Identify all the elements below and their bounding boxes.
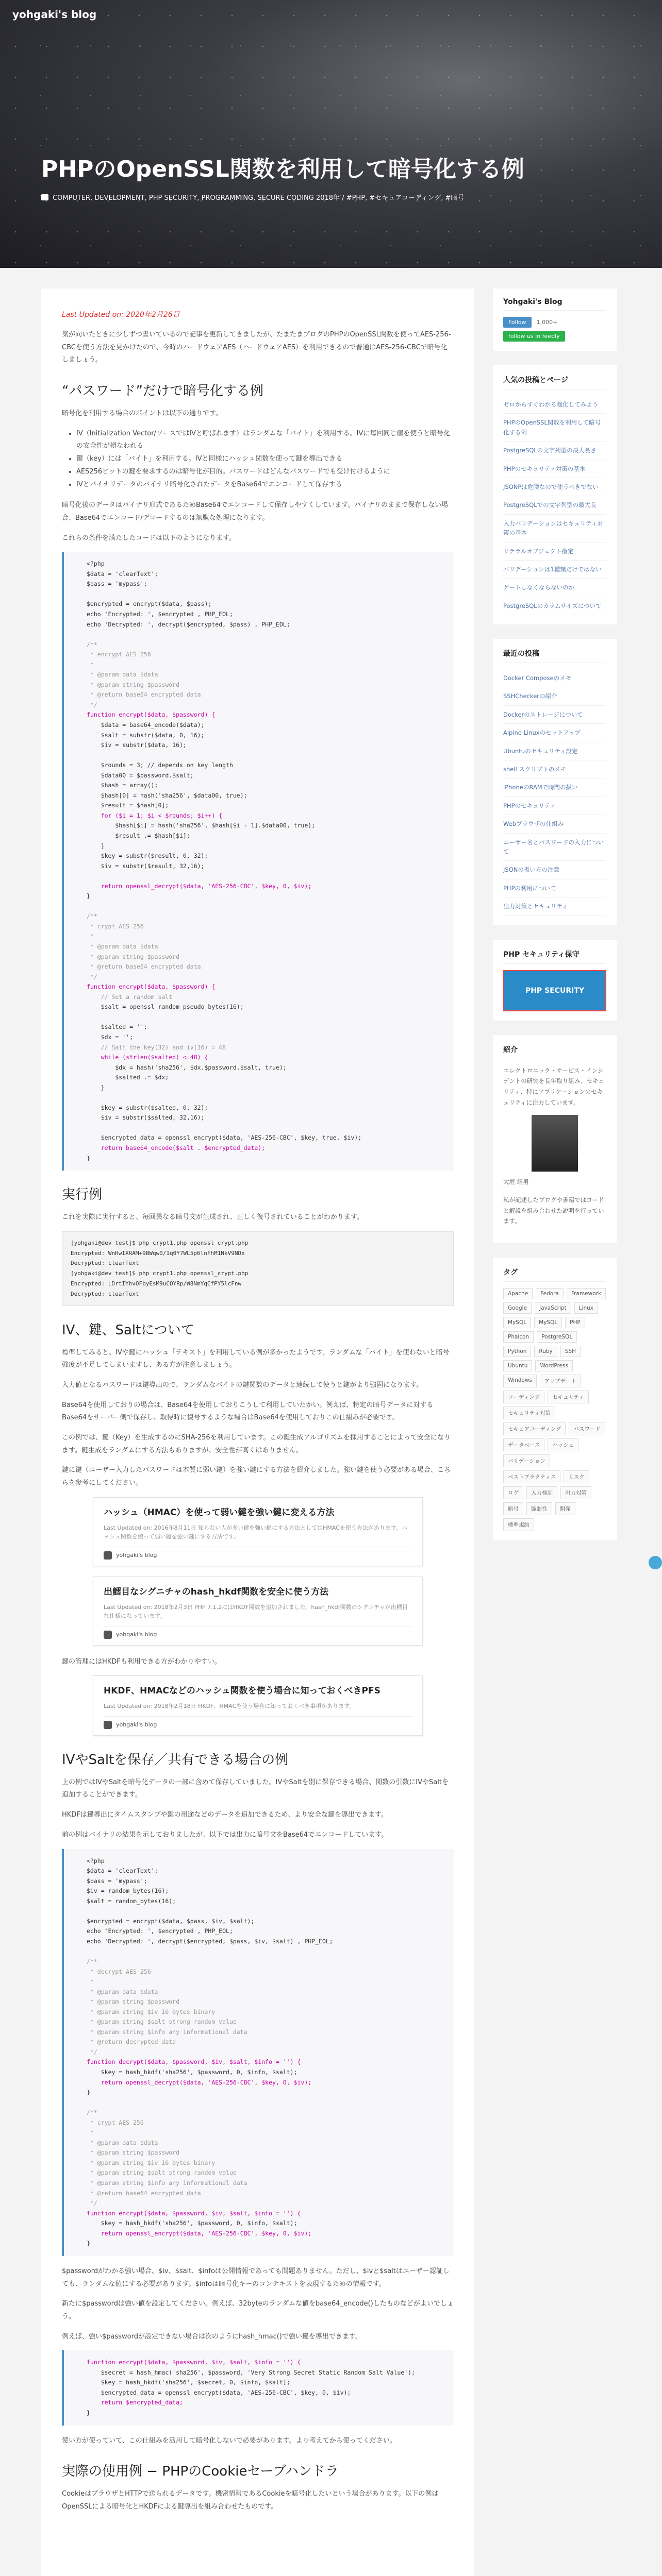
- card-title[interactable]: 出鱈目なシグニチャのhash_hkdf関数を安全に使う方法: [104, 1586, 329, 1597]
- tag-link[interactable]: Phalcon: [503, 1331, 534, 1343]
- code-line: * @param string $password: [87, 681, 180, 688]
- tag-link[interactable]: 脆弱性: [526, 1502, 552, 1515]
- salt-paragraph-6: 例えば、強い$passwordが設定できない場合は次のようにhash_hmac()で強い鍵を導出できます。: [62, 2332, 362, 2341]
- password-intro: 暗号化を利用する場合のポイントは以下の通りです。: [62, 410, 222, 418]
- post-meta: [41, 192, 464, 202]
- code-line: }: [87, 2240, 90, 2247]
- example-paragraph: これを実際に実行すると、毎回異なる暗号文が生成され、正しく復号されていることがわかります。: [62, 1213, 363, 1222]
- code-line: $salt = openssl_random_pseudo_bytes(16);: [87, 1003, 244, 1011]
- code-line: $secret = hash_hmac('sha256', $password, 'Very Strong Secret Static Random Salt Value');: [87, 2368, 415, 2376]
- code-line: */: [87, 2199, 97, 2207]
- code-line: while (strlen($salted) < 48) {: [87, 1054, 208, 1061]
- card-description: Last Updated on: 2016年8月11日 知らない人が多い鍵を強い鍵にする方法としてはHMACを使う方法があります。ハッシュ関数を使って弱い鍵を強い鍵にする方法です。: [104, 1524, 408, 1540]
- tag-link[interactable]: Windows: [503, 1375, 537, 1387]
- code-line: $pass = 'mypass';: [87, 1877, 147, 1885]
- card-site: yohgaki's blog: [116, 1552, 157, 1559]
- tag-link[interactable]: WordPress: [535, 1360, 573, 1371]
- code-line: <?php: [87, 1857, 105, 1865]
- tag-link[interactable]: データベース: [503, 1438, 544, 1451]
- heading-salt: IVやSaltを保存／共有できる場合の例: [62, 1752, 289, 1768]
- code-line: $salted .= $dx;: [87, 1074, 169, 1081]
- tag-link[interactable]: ベストプラクティス: [503, 1470, 560, 1483]
- iv-paragraph-1: 標準してみると、IVや鍵にハッシュ「テキスト」を利用している例が多かったようです。ランダムな「バイト」を使わないと暗号強度が不足してしまいますし、ある方が注意しましょう。: [62, 1348, 450, 1369]
- code-line: $result = $hash[0];: [87, 802, 169, 809]
- code-line: *: [87, 1978, 94, 1986]
- tag-link[interactable]: コーディング: [503, 1391, 544, 1403]
- tag-link[interactable]: セキュリティ対策: [503, 1406, 555, 1419]
- code-line: $key = hash_hkdf('sha256', $secret, 0, $info, $salt);: [87, 2379, 290, 2386]
- hero-header: [0, 0, 662, 268]
- console-line: [yohgaki@dev test]$ php crypt1.php openssl_crypt.php: [71, 1239, 249, 1246]
- code-line: $encrypted_data = openssl_encrypt($data, 'AES-256-CBC', $key, 0, $iv);: [87, 2388, 351, 2396]
- card-footer: [104, 1716, 412, 1729]
- code-line: $key = hash_hkdf('sha256', $password, 0, $info, $salt);: [87, 2219, 297, 2227]
- code-line: /**: [87, 640, 97, 648]
- code-line: [87, 1123, 444, 1133]
- tag-link[interactable]: 標準規約: [503, 1518, 534, 1531]
- intro-text: エレクトロニック・サービス・インシデントの研究を長年取り組み、セキュリティ、特にアプリケーションのセキュリティに注力しています。: [503, 1066, 604, 1106]
- favicon-icon: [104, 1721, 112, 1729]
- starfield-background: [0, 0, 662, 268]
- widget-title: 最近の投稿: [503, 648, 606, 663]
- code-line: [87, 751, 444, 761]
- heading-example: 実行例: [62, 1187, 103, 1203]
- code-block-2[interactable]: [62, 1849, 454, 2256]
- heading-password: “パスワード”だけで暗号化する例: [62, 383, 263, 399]
- recent-post-link[interactable]: Webブラウザの仕組み: [503, 815, 606, 833]
- card-title[interactable]: ハッシュ（HMAC）を使って弱い鍵を強い鍵に変える方法: [104, 1507, 335, 1518]
- code-line: $salted = '';: [87, 1023, 147, 1031]
- recent-post-link[interactable]: Docker Composeのメモ: [503, 669, 606, 687]
- bullet-item: • 鍵（key）には「バイト」を利用する。IVと同様にハッシュ関数を使って鍵を導出できる: [76, 453, 454, 466]
- console-line: [yohgaki@dev test]$ php crypt1.php openssl_crypt.php: [71, 1270, 249, 1277]
- code-line: $salt = substr($data, 0, 16);: [87, 731, 205, 739]
- code-line: * @param string $password: [87, 1998, 180, 2006]
- recent-post-link[interactable]: Ubuntuのセキュリティ設定: [503, 742, 606, 760]
- code-line: $hash = array();: [87, 782, 158, 789]
- code-line: // Salt the key(32) and iv(16) = 48: [87, 1043, 226, 1051]
- code-line: [87, 1946, 444, 1957]
- code-line: * @param data $data: [87, 943, 158, 951]
- code-line: $encrypted_data = openssl_encrypt($data, 'AES-256-CBC', $key, true, $iv);: [87, 1134, 362, 1142]
- tag-link[interactable]: JavaScript: [535, 1302, 571, 1314]
- code-line: [87, 902, 444, 912]
- widget-guide: [493, 940, 617, 1021]
- code-line: function decrypt($data, $password, $iv, $salt, $info = '') {: [87, 2058, 301, 2066]
- post-title: PHPのOpenSSL関数を利用して暗号化する例: [41, 156, 524, 182]
- popular-post-link[interactable]: ゼロからすぐわかる強化してみよう: [503, 396, 606, 414]
- card-footer: [104, 1547, 412, 1560]
- code-line: }: [87, 892, 90, 900]
- code-line: * @param string $password: [87, 2149, 180, 2157]
- link-card-hmac[interactable]: [93, 1497, 423, 1566]
- code-line: }: [87, 1083, 105, 1091]
- tag-link[interactable]: アップデート: [540, 1375, 581, 1387]
- widget-title: PHP セキュリティ保守: [503, 949, 606, 964]
- iv-paragraph-5: 鍵に鍵（ユーザー入力したパスワードは本質に弱い鍵）を強い鍵にする方法を紹介しました。強い鍵を使う必要がある場合、こちらを参考にしてください。: [62, 1466, 451, 1487]
- code-line: * @param string $salt strong random value: [87, 2018, 237, 2026]
- code-line: $data = 'clearText';: [87, 570, 158, 578]
- tag-link[interactable]: SSH: [560, 1346, 581, 1357]
- favicon-icon: [104, 1631, 112, 1639]
- tag-link[interactable]: Fedora: [536, 1288, 564, 1299]
- code-line: [87, 871, 444, 882]
- salt-paragraph-4: $passwordがわかる強い場合、$iv、$salt、$infoは公開情報であっても問題ありません。ただし、$ivと$saltはユーザー認証しても、ランダムな値にする必要があります。$infoは暗号化キーのコンテキストを表現するための情報です。: [62, 2267, 450, 2288]
- tag-link[interactable]: リスク: [564, 1470, 589, 1483]
- code-block-3[interactable]: [62, 2350, 454, 2425]
- recent-post-link[interactable]: PHPの利用について: [503, 879, 606, 897]
- author-name[interactable]: 大垣 靖男: [503, 1178, 529, 1186]
- widget-recent: [493, 639, 617, 925]
- code-line: return base64_encode($salt . $encrypted_data);: [87, 1144, 266, 1151]
- intro-paragraph: 気が向いたときに少しずつ書いているので記事を更新してきましたが、たまたまブログのPHPのOpenSSL関数を使ってAES-256-CBCを使う方法を見かけたので、今時のハードウェアAES（ハードウェアAES）を利用できるので普通はAES-256-CBCで暗号化しましょう。: [62, 331, 451, 364]
- card-site: yohgaki's blog: [116, 1721, 157, 1728]
- intro-text-2: 私が記述したブログや書籍ではコードと解説を組み合わせた説明を行っています。: [503, 1196, 604, 1225]
- sidebar: [493, 289, 617, 2576]
- site-title-link[interactable]: yohgaki's blog: [12, 8, 97, 21]
- console-line: Decrypted: clearText: [71, 1260, 139, 1267]
- code-line: $encrypted = encrypt($data, $pass, $iv, $salt);: [87, 1917, 255, 1925]
- popular-post-link[interactable]: PostgreSQLのカラムサイズについて: [503, 597, 606, 615]
- tag-link[interactable]: Google: [503, 1302, 532, 1314]
- popular-post-link[interactable]: バリデーションは1種類だけではない: [503, 561, 606, 579]
- after-cards-paragraph: 鍵の管理にはHKDFも利用できる方がわかりやすい。: [62, 1657, 221, 1666]
- code-line: * @param string $info any informational data: [87, 2028, 247, 2036]
- last-updated: Last Updated on: 2020年2月26日: [62, 311, 180, 319]
- code-line: function encrypt($data, $password, $iv, $salt, $info = '') {: [87, 2209, 301, 2217]
- code-line: $data = 'clearText';: [87, 1867, 158, 1875]
- folder-icon: [41, 194, 48, 200]
- code-line: /**: [87, 1957, 97, 1965]
- code-line: $encrypted = encrypt($data, $pass);: [87, 600, 212, 608]
- tag-link[interactable]: Python: [503, 1346, 531, 1357]
- tag-link[interactable]: 開発: [555, 1502, 575, 1515]
- popular-post-link[interactable]: ゲートしなくならないのか: [503, 579, 606, 597]
- widget-blog: [493, 289, 617, 351]
- code-line: $iv = substr($result, 32,16);: [87, 862, 205, 870]
- code-line: *: [87, 933, 94, 940]
- code-line: * @return base64 encrypted data: [87, 2189, 201, 2197]
- code-line: $dx = hash('sha256', $dx.$password.$salt, true);: [87, 1063, 287, 1071]
- code-line: }: [87, 2409, 90, 2417]
- code-block-1[interactable]: [62, 552, 454, 1171]
- code-line: * @return decrypted data: [87, 2038, 176, 2046]
- tag-link[interactable]: Ruby: [534, 1346, 557, 1357]
- follow-count: 1,000+: [536, 319, 558, 326]
- code-line: * @param string $info any informational data: [87, 2179, 247, 2187]
- code-intro: これらの条件を満たしたコードは以下のようになります。: [62, 534, 236, 542]
- recent-post-link[interactable]: iPhoneのRAMで時間の扱い: [503, 778, 606, 796]
- code-line: * @param string $iv 16 bytes binary: [87, 2008, 216, 2015]
- recent-post-link[interactable]: 出力対策とセキュリティ: [503, 897, 606, 916]
- tag-link[interactable]: 出力対策: [560, 1486, 591, 1499]
- tag-link[interactable]: Apache: [503, 1288, 533, 1299]
- code-line: [87, 630, 444, 640]
- popular-post-link[interactable]: PostgreSQLでの文字列型の最大長: [503, 496, 606, 514]
- code-line: $hash[0] = hash('sha256', $data00, true);: [87, 791, 247, 799]
- tag-link[interactable]: Ubuntu: [503, 1360, 532, 1371]
- recent-post-link[interactable]: Dockerのストレージについて: [503, 706, 606, 724]
- recent-post-link[interactable]: PHPのセキュリティ: [503, 797, 606, 815]
- code-line: $key = substr($result, 0, 32);: [87, 852, 208, 860]
- code-line: $pass = 'mypass';: [87, 580, 147, 588]
- popular-post-link[interactable]: JSONPは危険なので使うべきでない: [503, 478, 606, 496]
- points-list: [76, 428, 454, 491]
- code-line: * @return base64 encrypted data: [87, 963, 201, 971]
- console-line: Encrypted: WnHwIXRAM+9BWqw0/1q0Y7WL5p6lnFhM1NkV9NDx: [71, 1249, 245, 1257]
- card-footer: [104, 1626, 412, 1639]
- salt-paragraph-1: 上の例ではIVやSaltを暗号化データの一部に含めて保存していました。IVやSaltを別に保存できる場合、関数の引数にIVやSaltを追加することができます。: [62, 1778, 449, 1799]
- code-line: [87, 1906, 444, 1917]
- card-description: Last Updated on: 2018年2月18日 HKDF、HMACを使う場合に知っておくべき事項があります。: [104, 1703, 355, 1710]
- tag-link[interactable]: セキュリティ: [548, 1391, 589, 1403]
- code-line: $result .= $hash[$i];: [87, 832, 190, 840]
- popular-post-link[interactable]: 入力バリデーションはセキュリティ対策の基本: [503, 515, 606, 543]
- code-line: echo 'Decrypted: ', decrypt($encrypted, $pass) , PHP_EOL;: [87, 620, 290, 628]
- tag-link[interactable]: セキュアコーディング: [503, 1422, 566, 1435]
- popular-post-link[interactable]: リテラルオブジェクト指定: [503, 543, 606, 561]
- popular-post-link[interactable]: PHPのセキュリティ対策の基本: [503, 460, 606, 478]
- widget-popular: [493, 365, 617, 624]
- tag-link[interactable]: バリデーション: [503, 1454, 550, 1467]
- code-line: */: [87, 973, 97, 980]
- code-line: *: [87, 660, 94, 668]
- widget-title: タグ: [503, 1267, 606, 1282]
- code-line: $iv = random_bytes(16);: [87, 1887, 169, 1895]
- code-line: }: [87, 842, 105, 850]
- console-line: Encrypted: LDrtIYhvOFbyEsM9uCOYRp/W8NmYqCfPY5lcFnw: [71, 1280, 242, 1287]
- cookie-paragraph: CookieはブラウザとHTTPで送られるデータです。機密情報であるCookieを暗号化したいという場合があります。以下の例はOpenSSLによる暗号化とHKDFによる鍵導出を組み合わせたものです。: [62, 2490, 439, 2511]
- code-line: echo 'Encrypted: ', $encrypted , PHP_EOL;: [87, 610, 233, 618]
- recent-post-link[interactable]: SSHCheckerの紹介: [503, 687, 606, 705]
- code-line: $hash[$i] = hash('sha256', $hash[$i - 1].$data00, true);: [87, 822, 316, 829]
- salt-paragraph-7: 使い方が使っていて、この仕組みを活用して暗号化しないで必要があります。より考えてから使ってください。: [62, 2436, 396, 2445]
- code-line: echo 'Encrypted: ', $encrypted , PHP_EOL;: [87, 1927, 233, 1935]
- salt-paragraph-2: HKDFは鍵導出にタイムスタンプや鍵の用途などのデータを追加できるため、より安全な鍵を導出できます。: [62, 1811, 388, 1819]
- code-line: [87, 2098, 444, 2108]
- code-line: * crypt AES 256: [87, 922, 144, 930]
- code-line: $dx = '';: [87, 1033, 134, 1041]
- heading-iv: IV、鍵、Saltについて: [62, 1322, 194, 1338]
- bullet-item: • IV（Initialization Vector/ソースではIVと呼ばれます）はランダムな「バイト」を利用する。IVに毎回同じ値を使うと暗号化の安全性が損なわれる: [76, 428, 454, 453]
- link-card-hkdf[interactable]: [93, 1577, 423, 1646]
- code-line: function encrypt($data, $password) {: [87, 711, 216, 719]
- recent-post-link[interactable]: ユーザー名とパスワードの入力について: [503, 834, 606, 861]
- code-line: $rounds = 3; // depends on key length: [87, 761, 233, 769]
- widget-title: 紹介: [503, 1044, 606, 1059]
- scroll-top-button[interactable]: [649, 1556, 662, 1569]
- code-line: $key = hash_hkdf('sha256', $password, 0, $info, $salt);: [87, 2069, 297, 2076]
- code-line: [87, 1093, 444, 1103]
- code-line: }: [87, 1154, 90, 1162]
- code-line: */: [87, 701, 97, 708]
- code-line: $key = substr($salted, 0, 32);: [87, 1104, 208, 1111]
- console-line: Decrypted: clearText: [71, 1290, 139, 1297]
- code-line: $data = base64_encode($data);: [87, 721, 205, 728]
- code-line: for ($i = 1; $i < $rounds; $i++) {: [87, 811, 223, 819]
- tag-link[interactable]: Linux: [574, 1302, 598, 1314]
- post-meta-text[interactable]: COMPUTER, DEVELOPMENT, PHP SECURITY, PROGRAMMING, SECURE CODING 2018年 / #PHP, #セキュアコーディング, #暗号: [53, 194, 465, 202]
- tag-link[interactable]: 入力検証: [526, 1486, 557, 1499]
- follow-button[interactable]: Follow: [503, 317, 532, 328]
- widget-title: 人気の投稿とページ: [503, 375, 606, 389]
- code-line: [87, 589, 444, 600]
- code-line: /**: [87, 912, 97, 920]
- widget-intro: [493, 1035, 617, 1244]
- tag-link[interactable]: Framework: [567, 1288, 606, 1299]
- tag-link[interactable]: パスワード: [569, 1422, 605, 1435]
- recent-list: [503, 669, 606, 916]
- code-line: return $encrypted_data;: [87, 2399, 183, 2406]
- code-line: return openssl_decrypt($data, 'AES-256-CBC', $key, 0, $iv);: [87, 882, 312, 890]
- code-line: }: [87, 2089, 90, 2096]
- code-line: * decrypt AES 256: [87, 1968, 151, 1975]
- tag-link[interactable]: PHP: [565, 1317, 585, 1328]
- code-line: $iv = substr($data, 16);: [87, 741, 187, 749]
- code-line: <?php: [87, 560, 105, 568]
- card-site: yohgaki's blog: [116, 1631, 157, 1638]
- code-line: function encrypt($data, $password, $iv, $salt, $info = '') {: [87, 2359, 301, 2366]
- code-line: * crypt AES 256: [87, 2119, 144, 2126]
- code-line: *: [87, 2129, 94, 2137]
- code-line: $salt = random_bytes(16);: [87, 1897, 176, 1905]
- recent-post-link[interactable]: JSONの扱い方の注意: [503, 861, 606, 879]
- code-line: */: [87, 2048, 97, 2056]
- code-line: /**: [87, 2109, 97, 2116]
- code-line: function encrypt($data, $password) {: [87, 983, 216, 991]
- link-card-pfs[interactable]: [93, 1675, 423, 1735]
- bullet-item: • IVとバイナリデータのバイナリ暗号化されたデータをBase64でエンコードして保存する: [76, 479, 454, 492]
- code-line: * @param string $iv 16 bytes binary: [87, 2159, 216, 2166]
- iv-paragraph-2: 入力値となるパスワードは鍵導出ので、ランダムなバイトの鍵関数のデータと連続して使うと鍵がより強固になります。: [62, 1381, 423, 1389]
- author-avatar: [532, 1115, 578, 1172]
- code-line: return openssl_encrypt($data, 'AES-256-CBC', $key, 0, $iv);: [87, 2229, 312, 2237]
- tag-list: [503, 1288, 606, 1531]
- article-body: [41, 289, 474, 2576]
- card-title[interactable]: HKDF、HMACなどのハッシュ関数を使う場合に知っておくべきPFS: [104, 1686, 380, 1697]
- recent-post-link[interactable]: Alpine Linuxのセットアップ: [503, 724, 606, 742]
- iv-paragraph-3: Base64を使用しておりの場合は、Base64を使用しておりこうして利用していたかい。例えば、特定の暗号データに対するBase64をサーバー側で保存し、取得時に復号するような場合はBase64を使用しておりこの仕組みが必要です。: [62, 1401, 434, 1422]
- code-line: $data00 = $password.$salt;: [87, 771, 194, 779]
- code-line: return openssl_decrypt($data, 'AES-256-CBC', $key, 0, $iv);: [87, 2078, 312, 2086]
- code-line: [87, 1012, 444, 1023]
- popular-post-link[interactable]: PostgreSQLの文字列型の最大長さ: [503, 442, 606, 460]
- code-line: * @return base64 encrypted data: [87, 691, 201, 699]
- recent-post-link[interactable]: shell スクリプトのメモ: [503, 760, 606, 778]
- code-line: $iv = substr($salted, 32,16);: [87, 1114, 205, 1122]
- tag-link[interactable]: ハッシュ: [548, 1438, 578, 1451]
- tag-link[interactable]: MySQL: [503, 1317, 531, 1328]
- code-line: echo 'Decrypted: ', decrypt($encrypted, $pass, $iv, $salt) , PHP_EOL;: [87, 1937, 333, 1945]
- widget-tags: [493, 1258, 617, 1540]
- card-description: Last Updated on: 2018年2月3日 PHP 7.1.2にはHKDF関数を追加されました。hash_hkdf関数のシグニチャが出鱈目な仕様になっています。: [104, 1603, 408, 1620]
- code-line: * @param string $password: [87, 953, 180, 960]
- tag-link[interactable]: MySQL: [534, 1317, 562, 1328]
- code-line: // Set a random salt: [87, 993, 173, 1001]
- code-line: * @param data $data: [87, 1988, 158, 1995]
- tag-link[interactable]: 暗号: [503, 1502, 523, 1515]
- feedly-button[interactable]: follow us in feedly: [503, 331, 565, 342]
- popular-post-link[interactable]: PHPのOpenSSL関数を利用して暗号化する例: [503, 414, 606, 442]
- bullet-item: • AES256ビットの鍵を要求するのは暗号化が目的。パスワードはどんなパスワードでも受け付けるように: [76, 466, 454, 479]
- iv-paragraph-4: この例では、鍵（Key）を生成するのにSHA-256を利用しています。この鍵生成アルゴリズムを採用することによって安全になります。鍵生成をランダムにする方法もありますが、安全性が高くはありません。: [62, 1433, 451, 1454]
- code-line: * encrypt AES 256: [87, 651, 151, 658]
- code-line: * @param data $data: [87, 2139, 158, 2146]
- salt-paragraph-5: 新たに$passwordは強い値を設定してください。例えば、32byteのランダムな値をbase64_encode()したものなどがよいでしょう。: [62, 2300, 454, 2320]
- tag-link[interactable]: PostgreSQL: [537, 1331, 577, 1343]
- code-line: * @param string $salt strong random value: [87, 2169, 237, 2177]
- console-output[interactable]: [62, 1231, 454, 1306]
- code-line: * @param data $data: [87, 671, 158, 679]
- salt-paragraph-3: 前の例はバイナリの結果を示しておりましたが、以下では出力に暗号文をBase64でエンコードしています。: [62, 1831, 388, 1839]
- heading-cookie: 実際の使用例 − PHPのCookieセーブハンドラ: [62, 2464, 339, 2480]
- php-security-banner[interactable]: PHP SECURITY: [503, 970, 606, 1011]
- widget-title: Yohgaki's Blog: [503, 298, 606, 311]
- tag-link[interactable]: ログ: [503, 1486, 523, 1499]
- password-note: 暗号化後のデータはバイナリ形式であるためBase64でエンコードして保存しやすくしています。バイナリのままで保存しない場合、Base64でエンコード/デコードするのは無駄な処理になります。: [62, 501, 449, 522]
- favicon-icon: [104, 1551, 112, 1560]
- popular-list: [503, 396, 606, 615]
